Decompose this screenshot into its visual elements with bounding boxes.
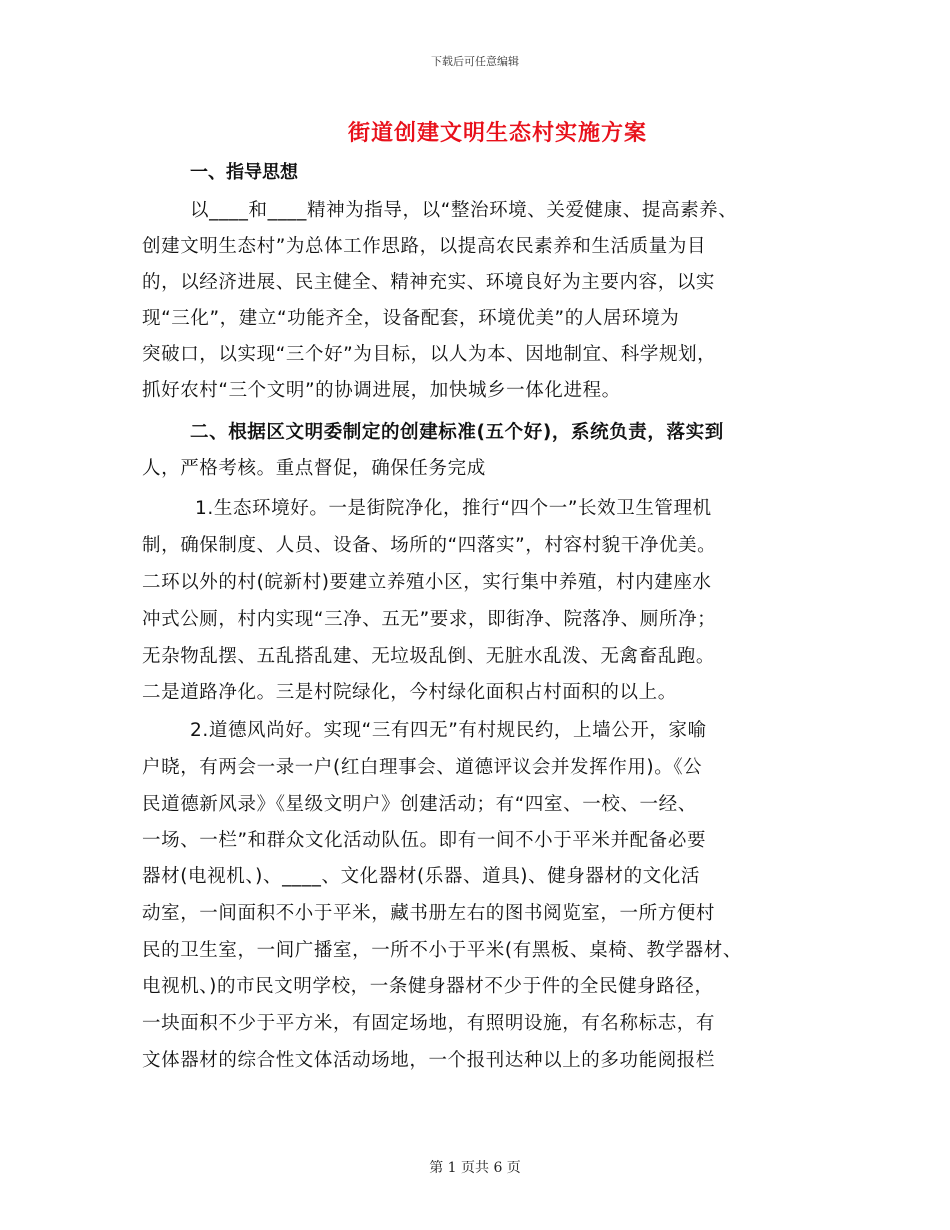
paragraph-line: 创建文明生态村”为总体工作思路，以提高农民素养和生活质量为目 <box>142 236 707 257</box>
paragraph-line: 的，以经济进展、民主健全、精神充实、环境良好为主要内容，以实 <box>142 272 716 293</box>
paragraph-line: 动室，一间面积不小于平米，藏书册左右的图书阅览室，一所方便村 <box>142 903 716 924</box>
paragraph-line: 民道德新风录》《星级文明户》创建活动；有“四室、一校、一经、 <box>142 794 697 815</box>
paragraph-line: 1.生态环境好。一是街院净化，推行“四个一”长效卫生管理机 <box>195 498 712 519</box>
paragraph-line: 制，确保制度、人员、设备、场所的“四落实”，村容村貌干净优美。 <box>142 535 717 556</box>
paragraph-line: 二环以外的村(皖新村)要建立养殖小区，实行集中养殖，村内建座水 <box>142 572 712 593</box>
document-title: 街道创建文明生态村实施方案 <box>347 121 647 146</box>
paragraph-line: 一场、一栏”和群众文化活动队伍。即有一间不小于平米并配备必要 <box>142 830 707 851</box>
paragraph-line: 抓好农村“三个文明”的协调进展，加快城乡一体化进程。 <box>142 380 621 401</box>
paragraph-line: 电视机、)的市民文明学校，一条健身器材不少于件的全民健身路径， <box>142 976 714 997</box>
paragraph-line: 二是道路净化。三是村院绿化，今村绿化面积占村面积的以上。 <box>142 682 677 703</box>
section-heading-guiding-thought: 一、指导思想 <box>190 162 298 183</box>
section-heading-standards: 二、根据区文明委制定的创建标准(五个好)，系统负责，落实到 <box>190 422 724 443</box>
paragraph-line: 现“三化”，建立“功能齐全，设备配套，环境优美”的人居环境为 <box>142 308 680 329</box>
paragraph-line: 冲式公厕，村内实现“三净、五无”要求，即街净、院落净、厕所净； <box>142 609 717 630</box>
paragraph-line: 器材(电视机、)、____、文化器材(乐器、道具)、健身器材的文化活 <box>142 866 701 887</box>
page-number-footer: 第 1 页共 6 页 <box>429 1160 521 1176</box>
paragraph-line: 2.道德风尚好。实现“三有四无”有村规民约，上墙公开，家喻 <box>190 720 707 741</box>
paragraph-line: 民的卫生室，一间广播室，一所不小于平米(有黑板、桌椅、教学器材、 <box>142 940 742 961</box>
paragraph-line: 一块面积不少于平方米，有固定场地，有照明设施，有名称标志，有 <box>142 1013 716 1034</box>
paragraph-line: 文体器材的综合性文体活动场地，一个报刊达种以上的多功能阅报栏 <box>142 1050 716 1071</box>
paragraph-line: 突破口，以实现“三个好”为目标，以人为本、因地制宜、科学规划， <box>142 344 717 365</box>
paragraph-line: 人，严格考核。重点督促，确保任务完成 <box>142 458 486 479</box>
paragraph-line: 以____和____精神为指导，以“整治环境、关爱健康、提高素养、 <box>190 200 738 221</box>
page-header: 下载后可任意编辑 <box>431 55 519 68</box>
paragraph-line: 无杂物乱摆、五乱搭乱建、无垃圾乱倒、无脏水乱泼、无禽畜乱跑。 <box>142 646 716 667</box>
paragraph-line: 户晓，有两会一录一户(红白理事会、道德评议会并发挥作用)。《公 <box>142 757 703 778</box>
